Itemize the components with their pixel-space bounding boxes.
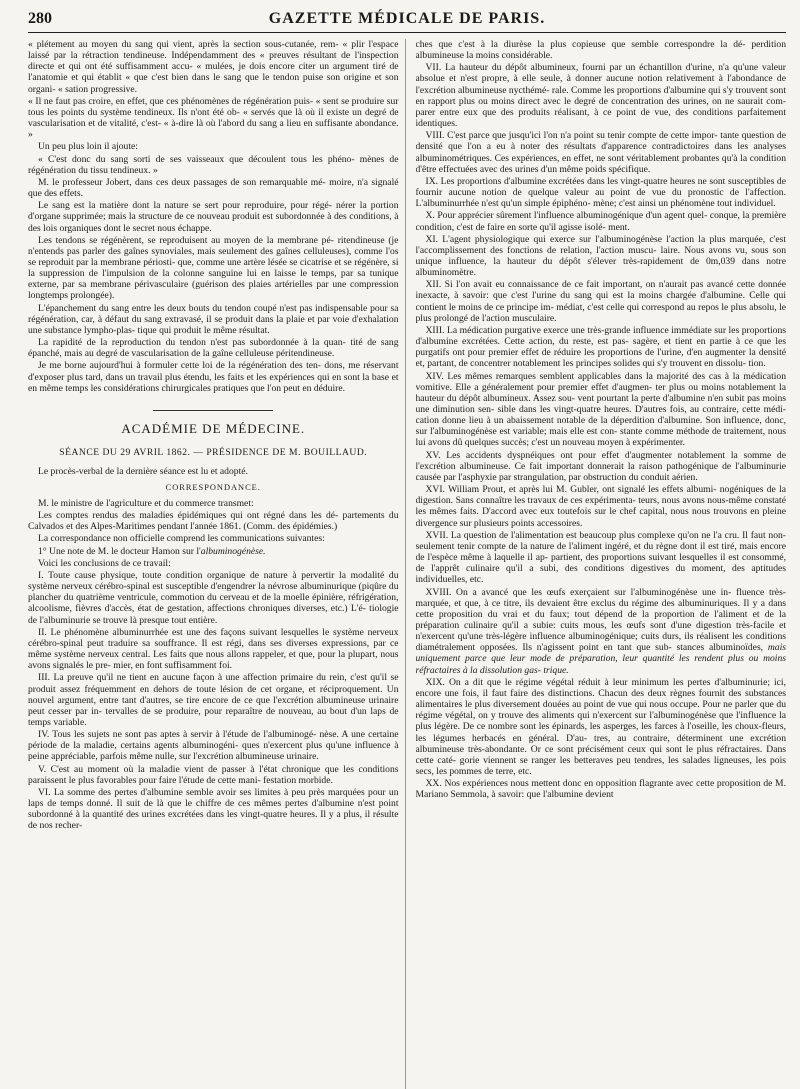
- paragraph: L'épanchement du sang entre les deux bouts du tendon coupé n'est pas indispensable pour sa régénération, car, à défaut du sang extravasé, il se produit dans la plaie et par voie d'exhalation une substance lympho-plas- tique qui produit le même résultat.: [28, 302, 399, 336]
- paragraph: XV. Les accidents dyspnéiques ont pour effet d'augmenter notablement la somme de l'excrétion albumineuse. Ce fait important donnerait la raison pathogénique de l'albuminurie causée par l'asphyxie par strangulation, par obstruction du conduit aérien.: [415, 449, 786, 483]
- paragraph: XVI. William Prout, et après lui M. Gubler, ont signalé les effets albumi- nogéniques de la digestion. Sans connaître les travaux de ces expérimenta- teurs, nous avons nous-même constaté les mêmes faits. D'accord avec eux toutefois sur le chef capital, nous nous trouvons en pleine divergence sur plusieurs points accessoires.: [415, 484, 786, 529]
- paragraph: XIV. Les mêmes remarques semblent applicables dans la majorité des cas à la médication vomitive. Elle a généralement pour premier effet d'augmen- ter plus ou moins notablement la hauteur du dépôt albumineux. Assez sou- vent pourtant la perte d'albumine n'en subit pas moins une diminution sen- sible dans les vingt-quatre heures. D'autres fois, au contraire, cette médi- cation donne lieu à un abaissement notable de la déperdition d'albumine. Son influence, donc, sur l'albuminogénèse est variable; mais elle est con- stante comme méthode de traitement, nous lui avons dû quelques succès; c'est un nouveau moyen à expérimenter.: [415, 370, 786, 449]
- right-column: [416, 39, 787, 1089]
- correspondance-heading: CORRESPONDANCE.: [165, 483, 261, 492]
- note-item: [28, 546, 399, 557]
- paragraph: Les tendons se régénèrent, se reproduisent au moyen de la membrane pé- ritendineuse (je n'entends pas parler des gaînes synoviales, mais seulement des gaînes celluleuses), comme l'os se reproduit par la membrane périosti- que, comme une artère lésée se cicatrise et se régénère, si la suppression de l'impulsion de la colonne sanguine lui en laisse le temps, par sa tunique externe, par sa membrane périvasculaire (guérison des plaies artérielles par une compression longtemps prolongée).: [28, 234, 399, 302]
- paragraph: XIX. On a dit que le régime végétal réduit à leur minimum les pertes d'albuminurie; ici, encore une fois, il faut faire des distinctions. Chacun des deux règnes fournit des substances alimentaires le plus diversement douées au point de vue qui nous occupe. Pour ne parler que du régime végétal, on y trouve des aliments qui n'exercent sur l'albuminogénèse que l'influence la plus légère. De ce nombre sont les épinards, les asperges, les farces à l'oseille, les choux-fleurs, les légumes herbacés en général. D'au- tres, au contraire, déterminent une excrétion albumineuse très-abondante. Or ce sont précisément ceux qui sont le plus réfractaires. Dans cette caté- gorie viennent se ranger les betteraves peu tendres, les salades ligneuses, les pois secs, les pommes de terre, etc.: [415, 676, 786, 777]
- paragraph: Le sang est la matière dont la nature se sert pour reproduire, pour régé- nérer la portion d'organe supprimée; mais la structure de ce nouveau produit est subordonnée à des conditions, à des lois organiques dont le secret nous échappe.: [28, 200, 399, 234]
- paragraph: IV. Tous les sujets ne sont pas aptes à servir à l'étude de l'albuminogé- nèse. A une certaine période de la maladie, certains agents albuminogéni- ques n'exercent plus qu'une influence à peine appréciable, parfois même nulle, sur l'excrétion albumineuse urinaire.: [28, 729, 399, 763]
- paragraph: II. Le phénomène albuminurrhée est une des façons suivant lesquelles le système nerveux cérébro-spinal peut traduire sa souffrance. Il est régi, dans ses diverses expressions, par ce même système nerveux central. Les faits que nous allons rappeler, et que, pour la plupart, nous avons signalés le pre- mier, en font suffisamment foi.: [28, 626, 399, 672]
- paragraph: M. le ministre de l'agriculture et du commerce transmet:: [38, 498, 254, 509]
- paragraph: X. Pour apprécier sûrement l'influence albuminogénique d'un agent quel- conque, la première condition, c'est de faire en sorte qu'il agisse isolé- ment.: [415, 210, 786, 233]
- paragraph: La rapidité de la reproduction du tendon n'est pas subordonnée à la quan- tité de sang épanché, mais au degré de vascularisation de la gaîne celluleuse péritendineuse.: [28, 337, 399, 360]
- paragraph: XII. Si l'on avait eu connaissance de ce fait important, on n'aurait pas avancé cette donnée inexacte, à savoir: que c'est l'urine du sang qui est la moins chargée d'albumine. Celle qui contient le moins de ce principe im- médiat, c'est celle qui correspond au repos le plus absolu, le plus prolongé de l'action musculaire.: [415, 279, 786, 324]
- paragraph: VIII. C'est parce que jusqu'ici l'on n'a point su tenir compte de cette impor- tante question de densité que l'on a eu à noter des résultats d'apparence contradictoires dans les analyses albuminométriques. Ces expériences, en effet, ne sont véritablement probantes qu'à la condition d'être effectuées avec des urines d'un même poids spécifique.: [415, 130, 786, 175]
- session-line: SÉANCE DU 29 AVRIL 1862. — PRÉSIDENCE DE M. BOUILLAUD.: [59, 446, 368, 458]
- paragraph: ches que c'est à la diurèse la plus copieuse que semble correspondre la dé- perdition albumineuse la moins considérable.: [415, 39, 786, 62]
- para-18-text: XVIII. On a avancé que les œufs exerçaient sur l'albuminogénèse une in- fluence très-marquée, et que, à ce titre, ils devaient être exclus du régime des albuminuriques. Il y a dans cette proposition du vrai et du faux; tout dépend de la proportion de l'aliment et de la préparation culinaire qu'il a subie: cuits mous, les œufs sont d'une digestion très-facile et n'exercent qu'une très-légère influence albuminogénique; cuits durs, ils réalisent les conditions diamétralement opposées. Ils n'agissent point en tant que sub- stances albuminoïdes,: [415, 586, 786, 654]
- quoted-passage: [28, 39, 399, 140]
- paragraph: VII. La hauteur du dépôt albumineux, fourni par un échantillon d'urine, n'a qu'une valeur absolue et n'est propre, à elle seule, à donner aucune notion relativement à l'abondance de l'excrétion albumineuse nycthémé- rale. Comme les proportions d'albumine qui s'y trouvent sont en rapport plus ou moins direct avec le degré de concentration des urines, on ne saurait com- parer entre eux que des produits réalisant, à ce point de vue, des conditions parfaitement identiques.: [415, 62, 786, 130]
- para-18-italic: mais uniquement parce que leur mode de préparation, leur quantité les rendent plus ou moins réfractaires à la dissolution gas- trique.: [415, 642, 786, 676]
- running-title: GAZETTE MÉDICALE DE PARIS.: [268, 10, 546, 27]
- paragraph: XIII. La médication purgative exerce une très-grande influence immédiate sur les proportions d'albumine excrétées. Cette action, du reste, est pas- sagère, et tient en partie à ce que les purgatifs ont pour premier effet de réduire les proportions de l'urine, d'en augmenter la densité et, partant, de concentrer notablement les principes solides qui s'y trouvent en dissolu- tion.: [415, 324, 786, 370]
- paragraph: Je me borne aujourd'hui à formuler cette loi de la régénération des ten- dons, me réservant d'exposer plus tard, dans un travail plus étendu, les faits et les expériences qui en sont la base et en même temps les considérations chirurgicales pratiques que l'on peut en déduire.: [28, 360, 399, 394]
- two-column-body: [28, 39, 786, 1089]
- paragraph: La correspondance non officielle comprend les communications suivantes:: [38, 533, 325, 545]
- paragraph: I. Toute cause physique, toute condition organique de nature à pervertir la modalité du système nerveux cérébro-spinal est susceptible d'engendrer la névrose albuminurique (piqûre du plancher du quatrième ventricule, commotion du cerveau et de la moelle épinière, réfrigération, alcoolisme, fièvres d'accès, état de gestation, affections chroniques diverses, etc.) L'é- tiologie de l'albuminurie se trouve là presque tout entière.: [28, 569, 399, 626]
- paragraph: Un peu plus loin il ajoute:: [38, 141, 138, 153]
- paragraph: XI. L'agent physiologique qui exerce sur l'albuminogénèse l'action la plus marquée, c'est l'accomplissement des fonctions de relation, l'action muscu- laire. Nous avons vu, sous son unique influence, la hauteur du dépôt s'élever très-rapidement de 0m,039 dans notre albuminomètre.: [415, 233, 786, 279]
- paragraph-xviii: [416, 587, 787, 676]
- left-column: [28, 39, 406, 1089]
- paragraph: VI. La somme des pertes d'albumine semble avoir ses limites à peu près marquées pour un laps de temps donné. Il suit de là que le chiffre de ces mêmes pertes d'albumine n'est point subordonné à la quantité des urines excrétées dans les vingt-quatre heures. Il y a plus, il résulte de nos recher-: [28, 786, 399, 832]
- note-italic: albuminogénèse.: [200, 545, 266, 557]
- paragraph: IX. Les proportions d'albumine excrétées dans les vingt-quatre heures ne sont susceptibles de fournir aucune notion de quelque valeur au point de vue du pronostic de l'affection. L'albuminurrhée n'est qu'un simple épiphéno- mène; c'est ainsi un phénomène tout individuel.: [415, 175, 786, 210]
- paragraph: « C'est donc du sang sorti de ses vaisseaux que découlent tous les phéno- mènes de régénération du tissu tendineux. »: [28, 153, 399, 176]
- paragraph: Le procès-verbal de la dernière séance est lu et adopté.: [38, 465, 248, 477]
- paragraph: Les comptes rendus des maladies épidémiques qui ont régné dans les dé- partements du Calvados et des Alpes-Maritimes pendant l'année 1861. (Comm. des épidémies.): [28, 510, 399, 533]
- page-number: 280: [28, 10, 52, 27]
- paragraph: XX. Nos expériences nous mettent donc en opposition flagrante avec cette proposition de M. Mariano Semmola, à savoir: que l'albumine devient: [415, 778, 786, 801]
- paragraph: « Il ne faut pas croire, en effet, que ces phénomènes de régénération puis- « sent se produire sur tous les points du système tendineux. Ils n'ont été ob- « servés que là où il existe un degré de vascularisation et de vitalité, c'est- « à-dire là où l'abord du sang a lieu en suffisante abondance. »: [28, 95, 399, 141]
- note-text: 1° Une note de M. le docteur Hamon sur l': [38, 545, 201, 557]
- section-title: ACADÉMIE DE MÉDECINE.: [121, 420, 306, 436]
- section-divider: [153, 410, 273, 411]
- paragraph: III. La preuve qu'il ne tient en aucune façon à une affection primaire du rein, c'est qu'il se produit assez fréquemment en dehors de toute lésion de cet organe, et réciproquement. Un nouvel argument, entre tant d'autres, se tire encore de ce que l'excrétion albumineuse urinaire peut cesser par in- tervalles de se produire, pour reparaître de nouveau, au bout d'un laps de temps variable.: [28, 672, 399, 728]
- paragraph: M. le professeur Jobert, dans ces deux passages de son remarquable mé- moire, n'a signalé que des effets.: [28, 176, 399, 200]
- page-header: [28, 10, 786, 33]
- paragraph: « plétement au moyen du sang qui vient, après la section sous-cutanée, rem- « plir l'espace laissé par la rétraction tendineuse. Indépendamment des « preuves résultant de l'inspection directe et qui ont été suffisamment accu- « mulées, je dois encore citer un argument tiré de l'anatomie et qui établit « que c'est bien dans le sang que le tendon puise son origine et son organi- « sation progressive.: [28, 39, 399, 95]
- paragraph: V. C'est au moment où la maladie vient de passer à l'état chronique que les conditions paraissent le plus favorables pour faire l'étude de cette mani- festation morbide.: [28, 763, 399, 786]
- paragraph: Voici les conclusions de ce travail:: [38, 557, 171, 569]
- paragraph: XVII. La question de l'alimentation est beaucoup plus complexe qu'on ne l'a cru. Il faut non-seulement tenir compte de la nature de l'aliment ingéré, et du règne dont il est tiré, mais encore de l'espèce même à laquelle il ap- partient, des proportions suivant lesquelles il est consommé, de l'apprêt culinaire qu'il a subi, des conditions digestives du moment, des aptitudes individuelles, etc.: [415, 529, 786, 586]
